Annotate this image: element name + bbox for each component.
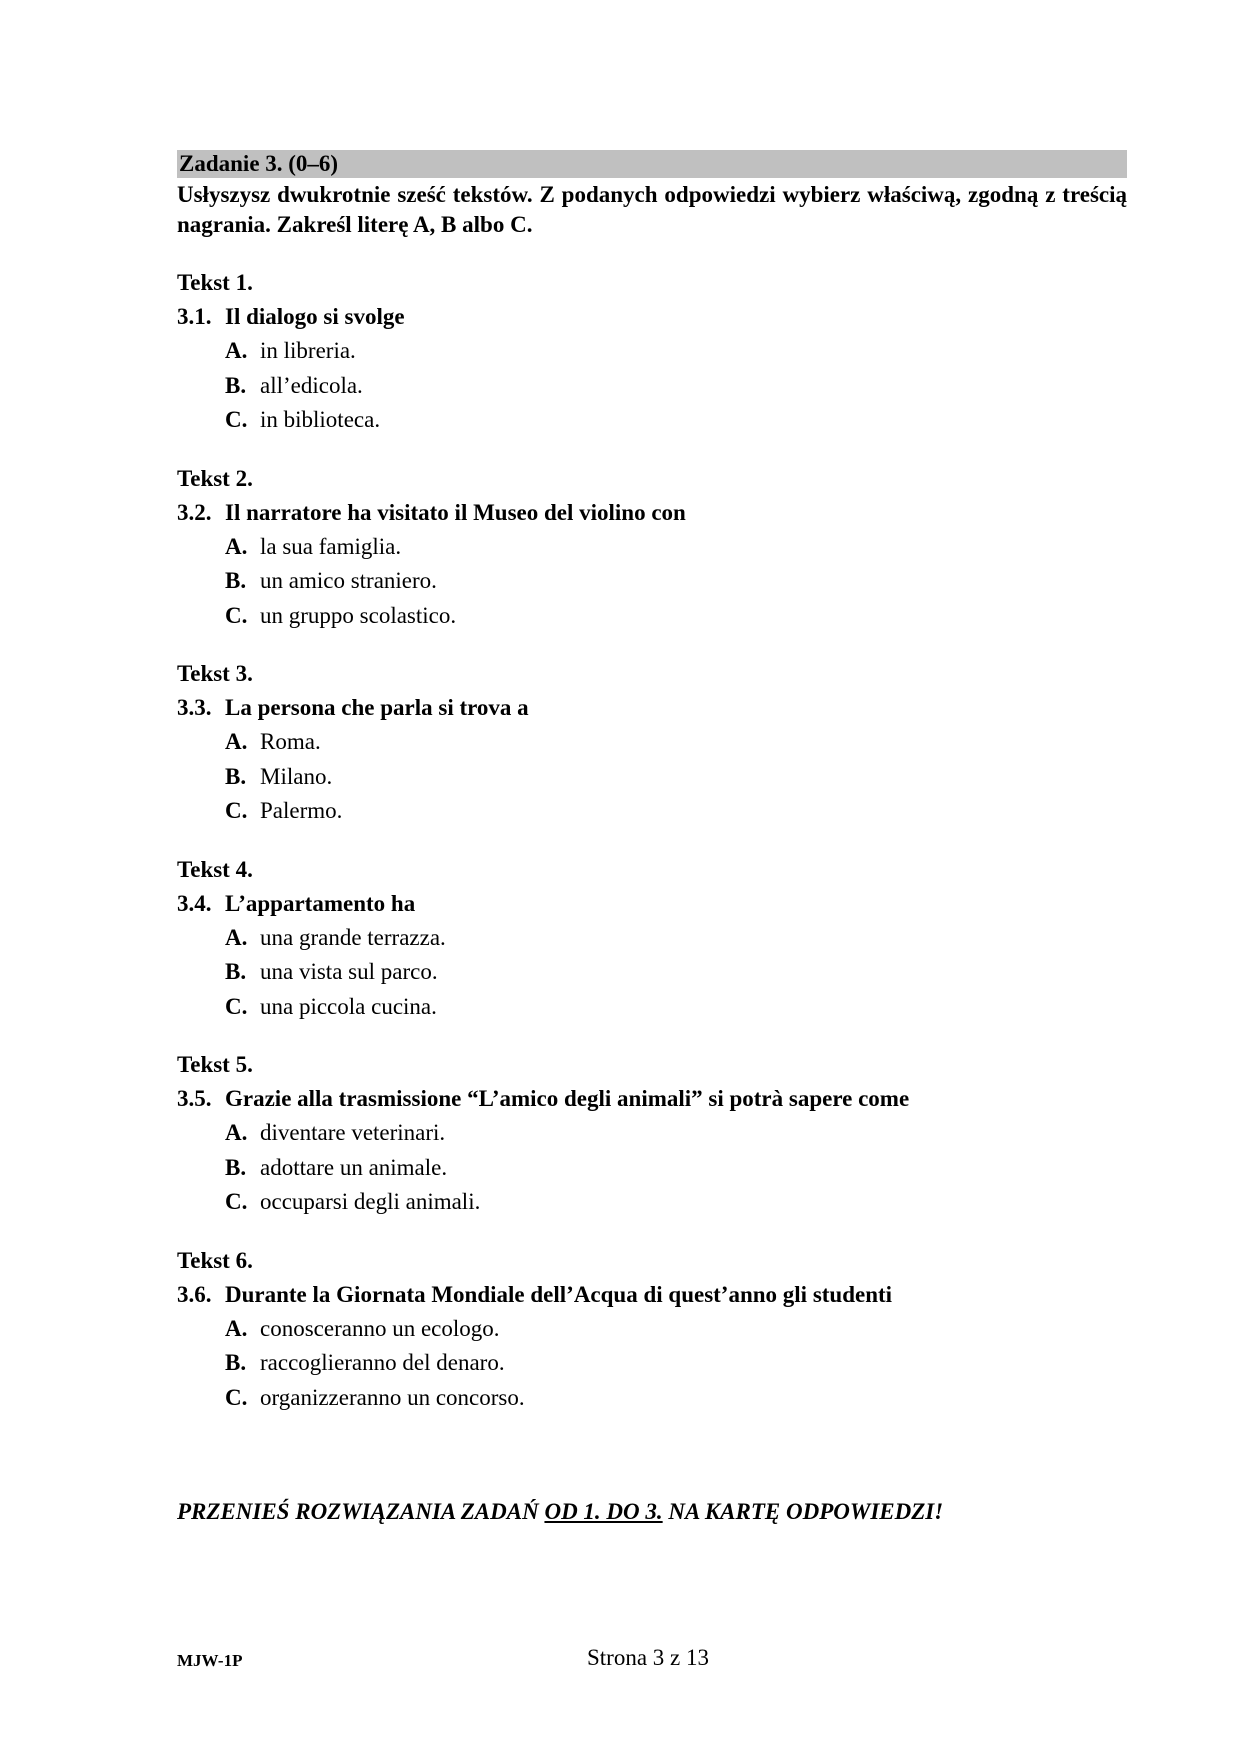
answer-option-a[interactable] xyxy=(177,530,1127,565)
option-text: all’edicola. xyxy=(260,372,363,398)
option-text: una grande terrazza. xyxy=(260,924,446,950)
question-number: 3.4. xyxy=(177,890,212,916)
question-prompt xyxy=(177,1082,1127,1116)
option-text: in libreria. xyxy=(260,338,356,363)
answer-option-a[interactable] xyxy=(177,334,1127,369)
tekst-label: Tekst 6. xyxy=(177,1247,253,1273)
option-text: Roma. xyxy=(260,729,321,754)
option-letter: A. xyxy=(225,1315,248,1341)
question-block xyxy=(177,1244,1127,1416)
option-letter: B. xyxy=(225,959,247,984)
answer-option-a[interactable] xyxy=(177,921,1127,956)
tekst-label: Tekst 2. xyxy=(177,465,253,491)
question-prompt xyxy=(177,1278,1127,1312)
option-letter: A. xyxy=(225,729,248,754)
question-prompt xyxy=(177,300,1127,334)
answer-option-a[interactable] xyxy=(177,725,1127,760)
tekst-label: Tekst 4. xyxy=(177,856,253,882)
option-letter: C. xyxy=(225,407,248,432)
option-text: conosceranno un ecologo. xyxy=(260,1315,500,1341)
answer-option-c[interactable] xyxy=(177,403,1127,438)
option-letter: C. xyxy=(225,798,248,823)
answer-option-b[interactable] xyxy=(177,369,1127,404)
question-text: Grazie alla trasmissione “L’amico degli animali” si potrà sapere come xyxy=(225,1086,910,1111)
option-letter: B. xyxy=(225,372,247,398)
notice-text-underlined: OD 1. DO 3. xyxy=(544,1499,663,1524)
question-number: 3.1. xyxy=(177,304,212,329)
option-letter: B. xyxy=(225,1154,247,1180)
question-text: La persona che parla si trova a xyxy=(225,695,529,720)
question-number: 3.6. xyxy=(177,1281,212,1307)
option-text: una piccola cucina. xyxy=(260,993,437,1019)
option-letter: B. xyxy=(225,1350,247,1375)
question-text: L’appartamento ha xyxy=(225,890,416,916)
option-letter: A. xyxy=(225,533,248,559)
option-text: in biblioteca. xyxy=(260,407,381,432)
answer-option-c[interactable] xyxy=(177,990,1127,1025)
answer-option-b[interactable] xyxy=(177,760,1127,795)
option-letter: A. xyxy=(225,1120,248,1145)
option-text: un amico straniero. xyxy=(260,568,437,593)
question-block xyxy=(177,1048,1127,1220)
question-block xyxy=(177,853,1127,1025)
question-block xyxy=(177,266,1127,438)
answer-option-b[interactable] xyxy=(177,955,1127,990)
option-text: Milano. xyxy=(260,763,333,789)
task-instruction: Usłyszysz dwukrotnie sześć tekstów. Z podanych odpowiedzi wybierz właściwą, zgodną z treścią nagrania. Zakreśl literę A, B albo C. xyxy=(177,182,1127,237)
answer-option-a[interactable] xyxy=(177,1116,1127,1151)
answer-option-a[interactable] xyxy=(177,1312,1127,1347)
tekst-label: Tekst 3. xyxy=(177,661,253,686)
answer-option-b[interactable] xyxy=(177,564,1127,599)
page-number: Strona 3 z 13 xyxy=(586,1645,709,1670)
option-text: un gruppo scolastico. xyxy=(260,602,457,628)
question-prompt xyxy=(177,496,1127,530)
transfer-answers-notice xyxy=(177,1497,943,1527)
answer-option-c[interactable] xyxy=(177,794,1127,829)
answer-option-c[interactable] xyxy=(177,599,1127,634)
exam-page xyxy=(177,150,1127,1415)
tekst-label: Tekst 1. xyxy=(177,270,253,295)
option-letter: C. xyxy=(225,602,248,628)
option-text: organizzeranno un concorso. xyxy=(260,1384,525,1410)
notice-text-before: PRZENIEŚ ROZWIĄZANIA ZADAŃ xyxy=(177,1499,545,1524)
option-letter: C. xyxy=(225,1189,248,1214)
answer-option-b[interactable] xyxy=(177,1151,1127,1186)
option-text: adottare un animale. xyxy=(260,1154,448,1180)
option-letter: C. xyxy=(225,993,248,1019)
question-number: 3.2. xyxy=(177,499,212,525)
question-number: 3.5. xyxy=(177,1086,212,1111)
option-text: occuparsi degli animali. xyxy=(260,1189,481,1214)
task-header: Zadanie 3. (0–6) xyxy=(177,150,1127,178)
question-block xyxy=(177,657,1127,829)
answer-option-c[interactable] xyxy=(177,1185,1127,1220)
question-text: Il dialogo si svolge xyxy=(225,304,405,329)
question-block xyxy=(177,462,1127,634)
answer-option-c[interactable] xyxy=(177,1381,1127,1416)
question-prompt xyxy=(177,691,1127,725)
option-letter: B. xyxy=(225,568,247,593)
exam-code: MJW-1P xyxy=(177,1651,243,1670)
option-text: la sua famiglia. xyxy=(260,533,402,559)
option-letter: C. xyxy=(225,1384,248,1410)
option-letter: A. xyxy=(225,924,248,950)
question-prompt xyxy=(177,887,1127,921)
question-text: Il narratore ha visitato il Museo del violino con xyxy=(225,499,686,525)
tekst-label: Tekst 5. xyxy=(177,1052,253,1077)
option-letter: A. xyxy=(225,338,248,363)
question-text: Durante la Giornata Mondiale dell’Acqua di quest’anno gli studenti xyxy=(225,1281,893,1307)
answer-option-b[interactable] xyxy=(177,1346,1127,1381)
option-text: Palermo. xyxy=(260,798,343,823)
notice-text-after: NA KARTĘ ODPOWIEDZI! xyxy=(662,1499,944,1524)
question-number: 3.3. xyxy=(177,695,212,720)
option-text: diventare veterinari. xyxy=(260,1120,446,1145)
option-letter: B. xyxy=(225,763,247,789)
option-text: raccoglieranno del denaro. xyxy=(260,1350,505,1375)
option-text: una vista sul parco. xyxy=(260,959,438,984)
